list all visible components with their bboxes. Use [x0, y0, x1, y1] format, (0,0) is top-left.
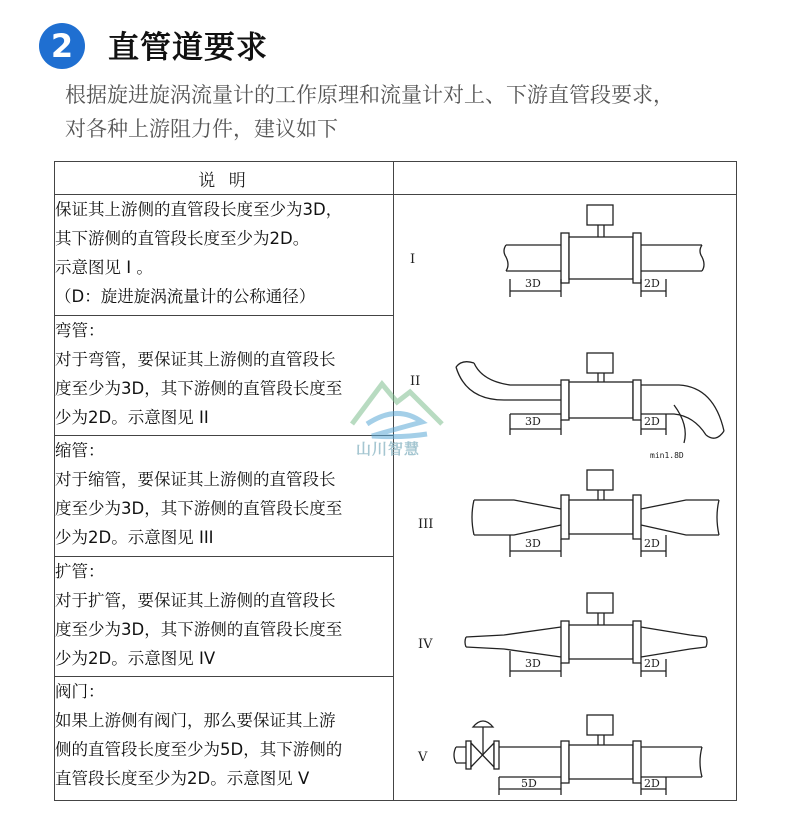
intro-line-2: 对各种上游阻力件，建议如下: [65, 117, 338, 141]
diagram-iii: [418, 470, 719, 557]
text-line: 度至少为3D，其下游侧的直管段长度至: [55, 379, 343, 398]
roman-label: II: [410, 374, 421, 389]
intro-line-1: 根据旋进旋涡流量计的工作原理和流量计对上、下游直管段要求，: [65, 83, 674, 107]
header-diagram: [394, 162, 737, 195]
watermark-text: 山川智慧: [356, 440, 421, 458]
text-line: 阀门：: [55, 682, 105, 701]
diagram-iv: [418, 593, 707, 677]
text-line: 少为2D。示意图见 IV: [55, 649, 216, 668]
text-line: 其下游侧的直管段长度至少为2D。: [55, 229, 310, 248]
downstream-length-label: 2D: [644, 657, 660, 670]
text-line: （D：旋进旋涡流量计的公称通径）: [55, 287, 316, 306]
text-line: 示意图见 I 。: [55, 258, 153, 277]
text-line: 少为2D。示意图见 III: [55, 528, 214, 547]
bend-radius-note: min1.8D: [650, 451, 684, 460]
text-line: 直管段长度至少为2D。示意图见 V: [55, 769, 310, 788]
pipe-diagrams: [394, 195, 736, 801]
diagram-i: [410, 205, 704, 297]
roman-label: I: [410, 252, 416, 267]
text-line: 度至少为3D，其下游侧的直管段长度至: [55, 499, 343, 518]
text-line: 对于缩管，要保证其上游侧的直管段长: [55, 470, 336, 489]
text-line: 对于弯管，要保证其上游侧的直管段长: [55, 350, 336, 369]
section-title: 直管道要求: [108, 30, 268, 66]
diagram-column: [394, 195, 737, 801]
upstream-length-label: 3D: [525, 415, 541, 428]
text-line: 少为2D。示意图见 II: [55, 408, 209, 427]
table-header-row: [55, 162, 737, 195]
text-line: 弯管：: [55, 321, 105, 340]
roman-label: III: [418, 517, 434, 532]
text-line: 度至少为3D，其下游侧的直管段长度至: [55, 620, 343, 639]
upstream-length-label: 3D: [525, 277, 541, 290]
downstream-length-label: 2D: [644, 415, 660, 428]
text-line: 缩管：: [55, 441, 105, 460]
downstream-length-label: 2D: [644, 537, 660, 550]
text-line: 侧的直管段长度至少为5D，其下游侧的: [55, 740, 343, 759]
upstream-length-label: 5D: [521, 777, 537, 790]
row-description: [55, 677, 394, 801]
upstream-length-label: 3D: [525, 657, 541, 670]
upstream-length-label: 3D: [525, 537, 541, 550]
text-line: 如果上游侧有阀门，那么要保证其上游: [55, 711, 336, 730]
row-description: [55, 195, 394, 316]
roman-label: V: [418, 750, 428, 765]
intro-paragraph: [65, 78, 765, 146]
downstream-length-label: 2D: [644, 777, 660, 790]
requirements-table: [54, 161, 737, 801]
text-line: 扩管：: [55, 562, 105, 581]
roman-label: IV: [418, 637, 433, 652]
row-description: [55, 557, 394, 677]
diagram-ii: [410, 353, 724, 460]
header-description: 说 明: [55, 162, 394, 195]
table-row: [55, 195, 737, 316]
text-line: 对于扩管，要保证其上游侧的直管段长: [55, 591, 336, 610]
step-number-badge: 2: [39, 23, 85, 69]
downstream-length-label: 2D: [644, 277, 660, 290]
diagram-v: [417, 715, 702, 795]
text-line: 保证其上游侧的直管段长度至少为3D，: [55, 200, 343, 219]
